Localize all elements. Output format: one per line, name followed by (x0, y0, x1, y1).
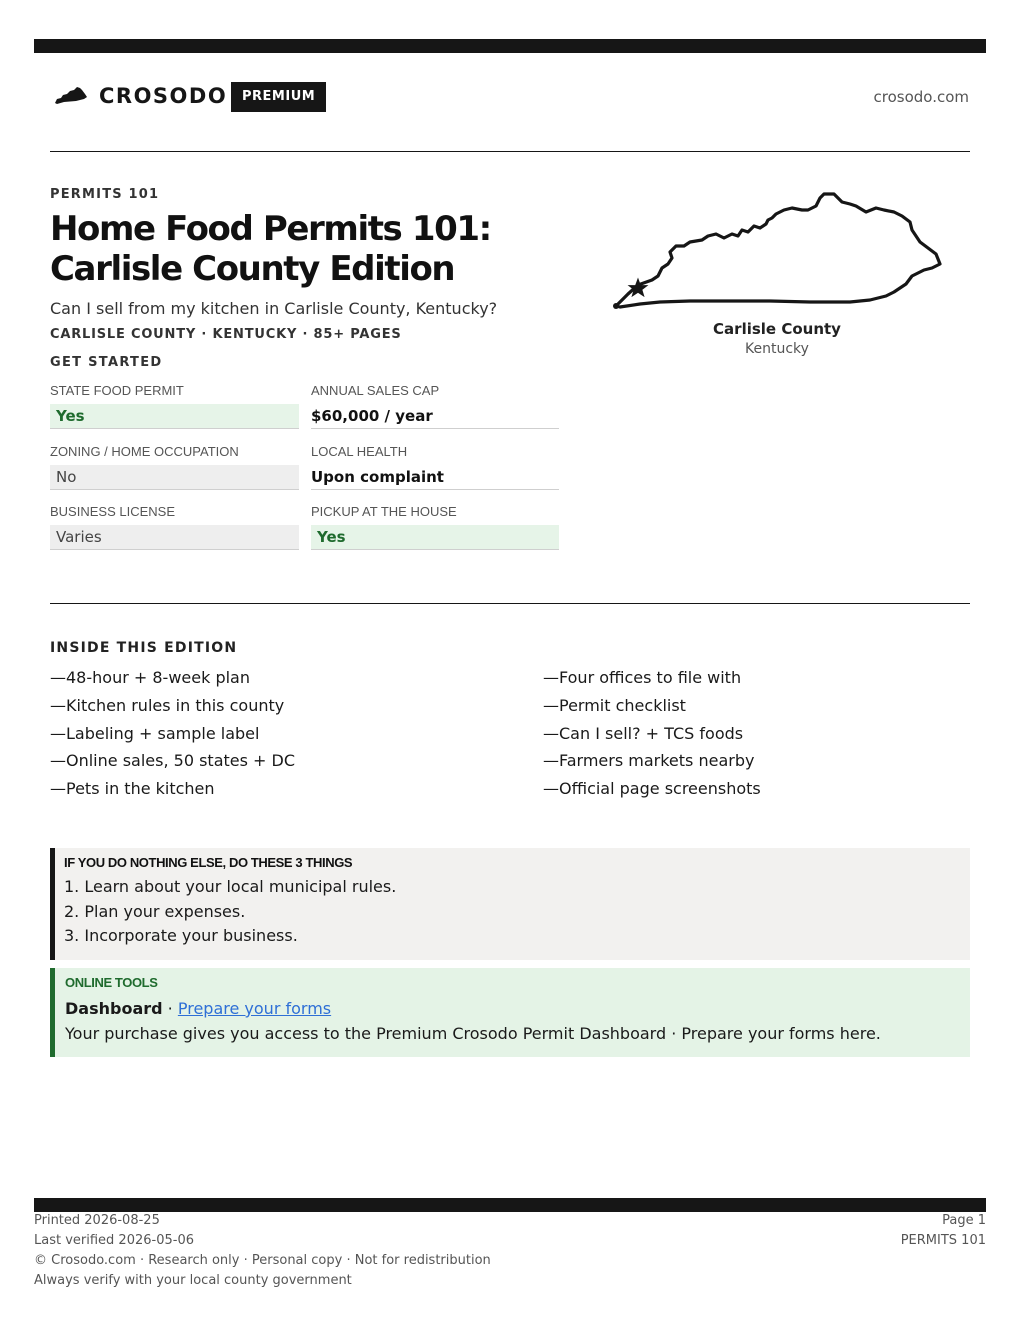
callout-step: 2. Plan your expenses. (64, 901, 246, 921)
brand-name[interactable]: CROSODO (99, 84, 228, 108)
callout-heading: ONLINE TOOLS (65, 975, 158, 990)
list-item: —48-hour + 8-week plan (50, 668, 250, 687)
fact-state-food-permit (50, 383, 299, 429)
fact-label: STATE FOOD PERMIT (50, 383, 184, 398)
fact-label: ZONING / HOME OCCUPATION (50, 444, 239, 459)
footer-left (34, 1211, 491, 1291)
fact-pickup (311, 504, 559, 550)
prepare-forms-link[interactable]: Prepare your forms (177, 999, 332, 1018)
contents-list-right (543, 664, 761, 803)
page-title: Home Food Permits 101: Carlisle County Edition (50, 209, 491, 289)
verified-date: Last verified 2026-05-06 (34, 1233, 194, 1248)
fact-local-health (311, 444, 559, 490)
footer-right (901, 1211, 986, 1251)
fact-label: BUSINESS LICENSE (50, 504, 175, 519)
callout-step: 1. Learn about your local municipal rules. (64, 877, 397, 896)
dashboard-label: Dashboard (65, 999, 163, 1018)
page-subtitle: Can I sell from my kitchen in Carlisle County, Kentucky? (50, 299, 498, 318)
callout-step: 3. Incorporate your business. (64, 926, 298, 945)
list-item: —Pets in the kitchen (50, 779, 215, 799)
printed-date: Printed 2026-08-25 (34, 1213, 160, 1228)
tools-description: Your purchase gives you access to the Premium Crosodo Permit Dashboard · Prepare your forms here. (65, 1024, 881, 1043)
list-item: —Online sales, 50 states + DC (50, 751, 296, 771)
dashboard-line (65, 996, 970, 1021)
inside-edition-heading: INSIDE THIS EDITION (50, 640, 238, 656)
section-kicker: PERMITS 101 (50, 187, 160, 202)
list-item: —Labeling + sample label (50, 723, 260, 743)
fact-annual-sales-cap (311, 383, 559, 429)
fact-value: $60,000 / year (311, 404, 559, 429)
top-bar (34, 39, 986, 53)
fact-label: PICKUP AT THE HOUSE (311, 504, 457, 519)
verify-disclaimer: Always verify with your local county government (34, 1273, 352, 1288)
section-divider (50, 603, 970, 604)
online-tools-callout (50, 968, 970, 1057)
get-started-heading: GET STARTED (50, 355, 163, 370)
fact-label: LOCAL HEALTH (311, 444, 408, 459)
fact-value: Yes (311, 525, 559, 550)
separator: · (167, 999, 173, 1018)
list-item: —Four offices to file with (543, 668, 742, 687)
fact-value: Upon complaint (311, 465, 559, 490)
fact-business-license (50, 504, 299, 550)
fact-label: ANNUAL SALES CAP (311, 383, 440, 398)
premium-badge: PREMIUM (231, 82, 326, 112)
map-state-label: Kentucky (745, 341, 809, 357)
site-url[interactable]: crosodo.com (873, 88, 969, 106)
header-divider (50, 151, 970, 152)
fact-zoning (50, 444, 299, 490)
list-item: —Farmers markets nearby (543, 751, 755, 771)
footer-section: PERMITS 101 (900, 1233, 986, 1248)
edition-meta: CARLISLE COUNTY · KENTUCKY · 85+ PAGES (50, 327, 402, 342)
footer-bar (34, 1198, 986, 1212)
list-item: —Official page screenshots (543, 779, 761, 799)
page-number: Page 1 (942, 1213, 986, 1228)
kentucky-outline-map-icon (610, 188, 946, 312)
map-county-label: Carlisle County (713, 320, 841, 338)
fact-value: Yes (50, 404, 299, 429)
kentucky-silhouette-icon (54, 86, 88, 106)
fact-value: No (50, 465, 299, 490)
fact-value: Varies (50, 525, 299, 550)
three-things-callout (50, 848, 970, 960)
list-item: —Kitchen rules in this county (50, 695, 285, 715)
callout-heading: IF YOU DO NOTHING ELSE, DO THESE 3 THINGS (64, 855, 353, 870)
list-item: —Can I sell? + TCS foods (543, 723, 744, 743)
copyright-notice: © Crosodo.com · Research only · Personal copy · Not for redistribution (34, 1253, 491, 1268)
contents-list-left (50, 664, 295, 803)
list-item: —Permit checklist (543, 695, 686, 715)
